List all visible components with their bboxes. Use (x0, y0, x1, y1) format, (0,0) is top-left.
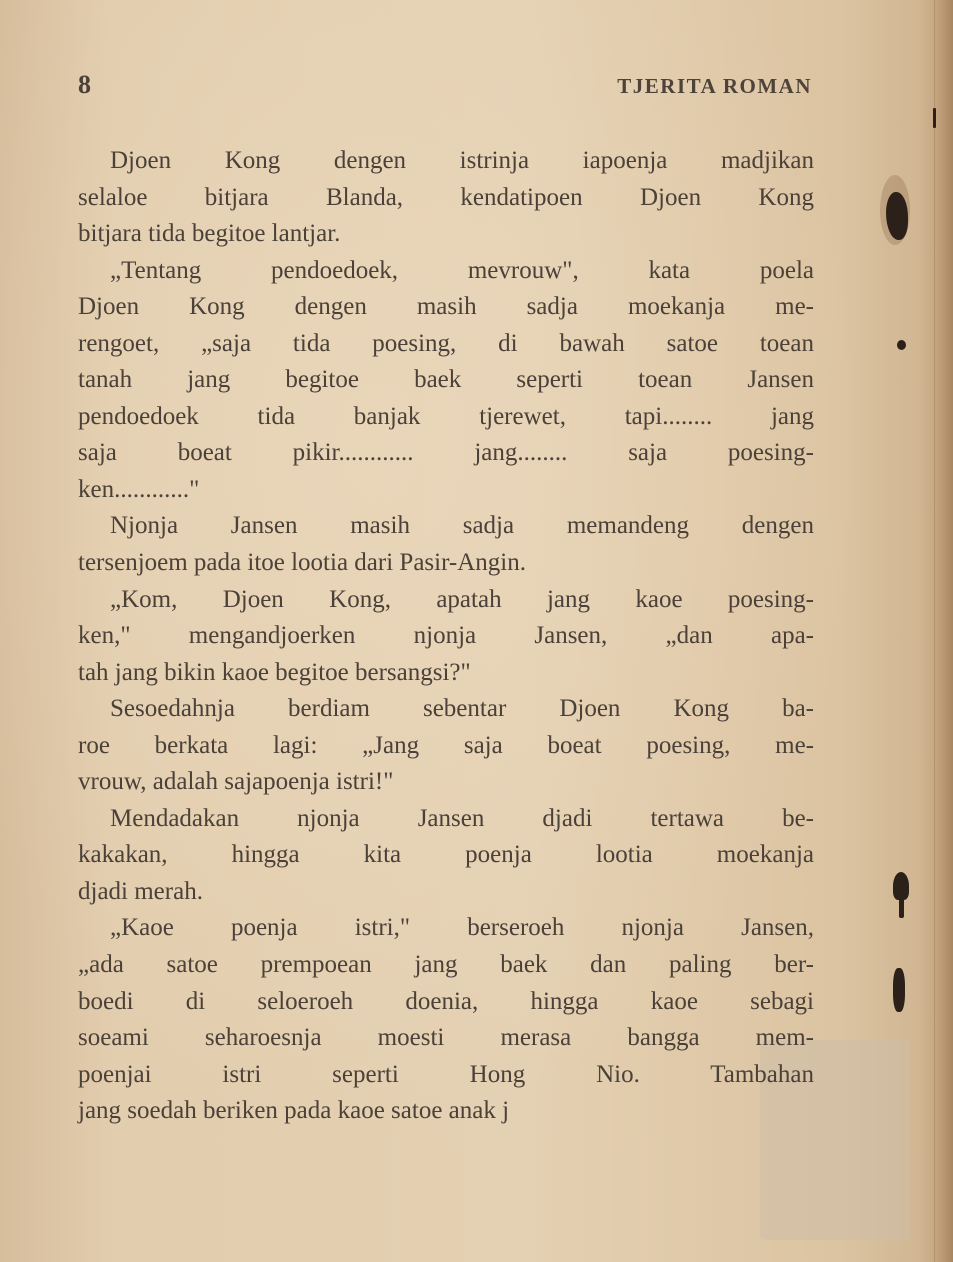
body-text (78, 143, 814, 1130)
text-line: tanah jang begitoe baek seperti toean Jansen (78, 366, 814, 394)
text-line: Djoen Kong dengen masih sadja moekanja me- (78, 293, 814, 321)
text-line: tah jang bikin kaoe begitoe bersangsi?" (78, 658, 471, 686)
text-line: ken............" (78, 475, 200, 503)
ink-blot (899, 896, 904, 918)
text-line: „Kaoe poenja istri," berseroeh njonja Jansen, (110, 914, 814, 942)
ink-blot (886, 192, 908, 240)
text-line: boedi di seloeroeh doenia, hingga kaoe sebagi (78, 987, 814, 1015)
text-line: bitjara tida begitoe lantjar. (78, 220, 341, 248)
text-line: „ada satoe prempoean jang baek dan paling ber- (78, 951, 814, 979)
ink-blot (933, 108, 936, 128)
text-line: Njonja Jansen masih sadja memandeng dengen (110, 512, 814, 540)
text-line: kakakan, hingga kita poenja lootia moekanja (78, 841, 814, 869)
text-line: jang soedah beriken pada kaoe satoe anak j (78, 1097, 510, 1125)
text-line: tersenjoem pada itoe lootia dari Pasir-Angin. (78, 549, 526, 577)
text-line: pendoedoek tida banjak tjerewet, tapi........ jang (78, 402, 814, 430)
page-header (78, 70, 812, 104)
text-line: Mendadakan njonja Jansen djadi tertawa be- (110, 804, 814, 832)
text-line: poenjai istri seperti Hong Nio. Tambahan (78, 1060, 814, 1088)
text-line: roe berkata lagi: „Jang saja boeat poesing, me- (78, 731, 814, 759)
text-line: Djoen Kong dengen istrinja iapoenja madjikan (110, 147, 814, 174)
text-line: selaloe bitjara Blanda, kendatipoen Djoen Kong (78, 183, 814, 211)
text-line: ken," mengandjoerken njonja Jansen, „dan apa- (78, 622, 814, 650)
text-line: Sesoedahnja berdiam sebentar Djoen Kong ba- (110, 695, 814, 723)
text-line: rengoet, „saja tida poesing, di bawah satoe toean (78, 329, 814, 357)
text-line: saja boeat pikir............ jang........ saja poesing- (78, 439, 814, 467)
page-edge-line (934, 0, 935, 1262)
running-head: TJERITA ROMAN (617, 74, 812, 98)
text-line: „Kom, Djoen Kong, apatah jang kaoe poesing- (110, 585, 814, 613)
page-edge (919, 0, 953, 1262)
text-line: soeami seharoesnja moesti merasa bangga mem- (78, 1024, 814, 1052)
text-line: vrouw, adalah sajapoenja istri!" (78, 768, 394, 796)
ink-blot (897, 340, 906, 350)
text-line: „Tentang pendoedoek, mevrouw", kata poela (110, 256, 814, 284)
text-line: djadi merah. (78, 877, 203, 905)
page-number: 8 (78, 70, 91, 99)
ink-blot (893, 968, 905, 1012)
